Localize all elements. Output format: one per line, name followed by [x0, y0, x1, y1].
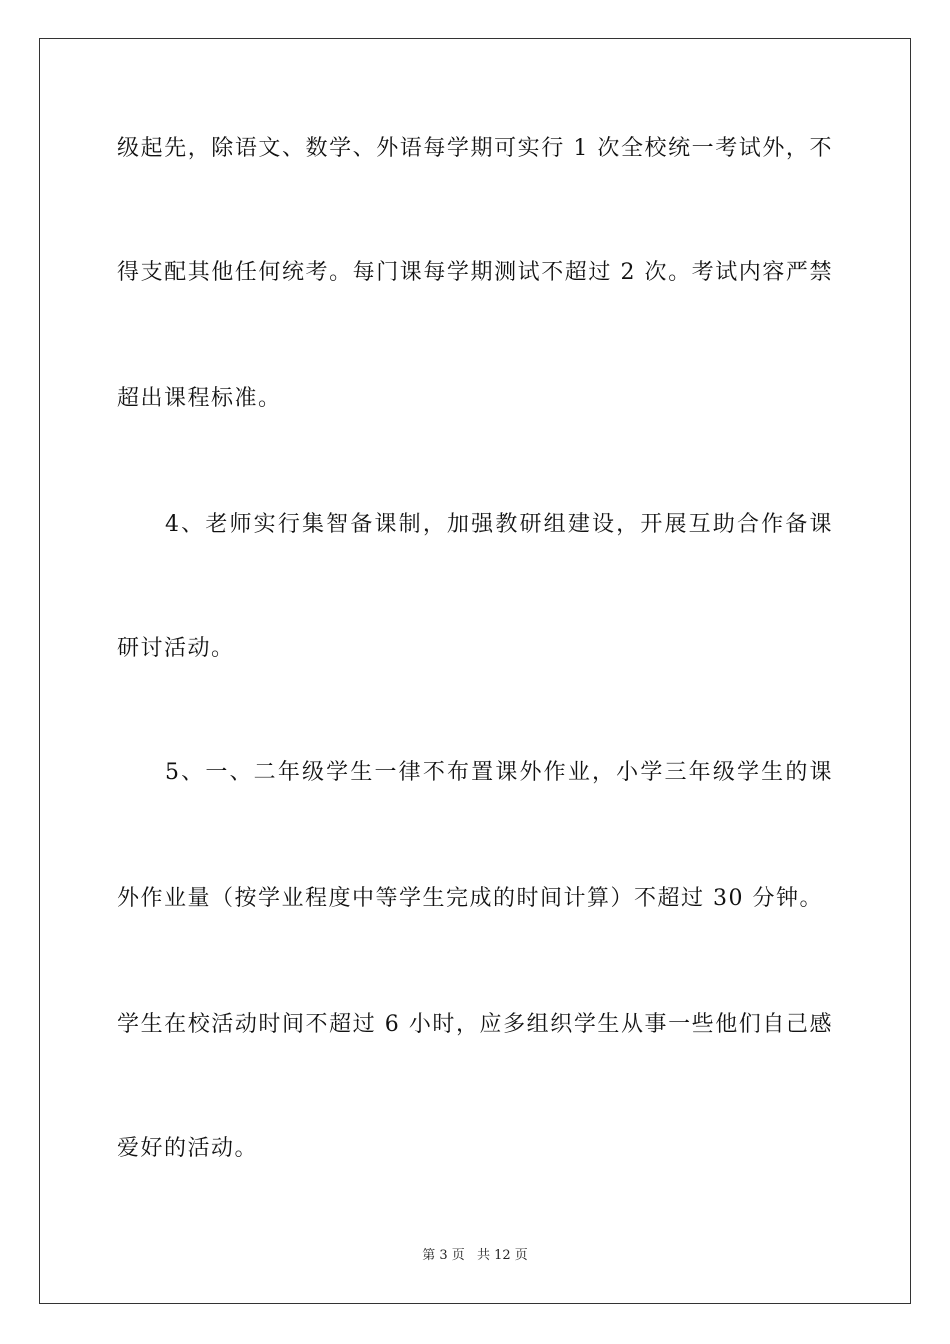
page-footer	[0, 1247, 950, 1265]
paragraph-line: 爱好的活动。	[117, 1136, 259, 1161]
paragraph-line: 研讨活动。	[117, 636, 235, 661]
paragraph-line: 学生在校活动时间不超过 6 小时，应多组织学生从事一些他们自己感	[117, 1012, 833, 1037]
paragraph-line: 超出课程标准。	[117, 386, 282, 411]
paragraph-line: 级起先，除语文、数学、外语每学期可实行 1 次全校统一考试外，不	[117, 136, 833, 161]
page-border	[39, 38, 911, 1304]
page-number: 第 3 页	[422, 1248, 465, 1263]
paragraph-line: 5、一、二年级学生一律不布置课外作业，小学三年级学生的课	[165, 760, 833, 785]
page-total: 共 12 页	[476, 1248, 528, 1263]
paragraph-line: 4、老师实行集智备课制，加强教研组建设，开展互助合作备课	[165, 512, 833, 537]
paragraph-line: 外作业量（按学业程度中等学生完成的时间计算）不超过 30 分钟。	[117, 886, 823, 911]
paragraph-line: 得支配其他任何统考。每门课每学期测试不超过 2 次。考试内容严禁	[117, 260, 833, 285]
